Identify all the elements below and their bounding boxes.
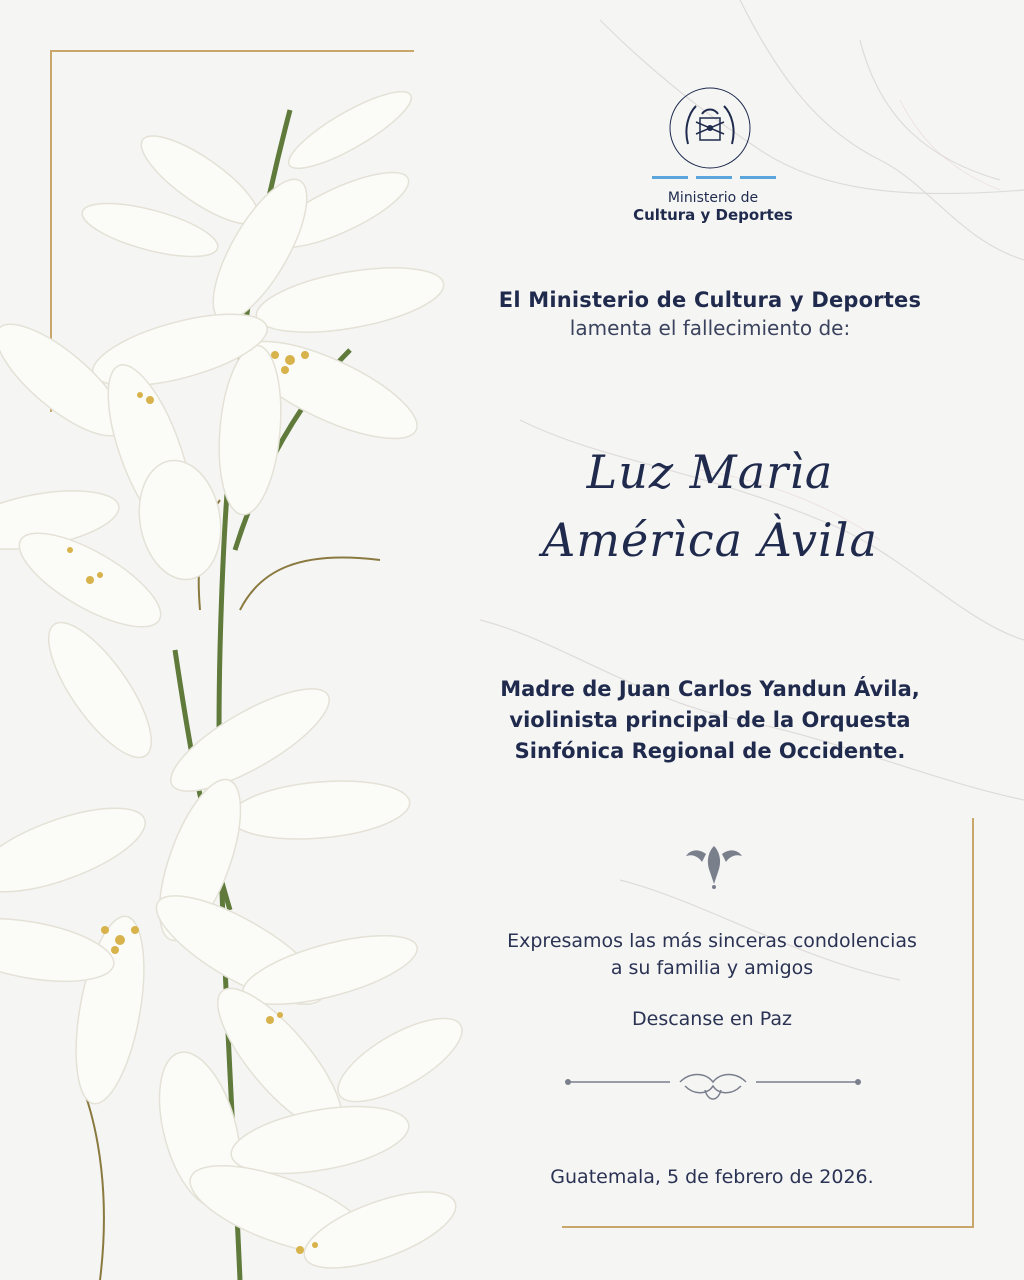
deceased-name-line2: Amérìca Àvila	[542, 513, 878, 567]
ministry-logo-line1: Ministerio de	[667, 190, 759, 206]
maya-ornament-icon	[684, 840, 744, 890]
announcement-heading	[440, 286, 980, 342]
rest-in-peace-text: Descanse en Paz	[632, 1008, 792, 1030]
relation-line1: Madre de Juan Carlos Yandun Ávila,	[500, 677, 920, 701]
deceased-name	[440, 438, 980, 574]
ministry-logo-line2: Cultura y Deportes	[633, 206, 793, 224]
flourish-divider-icon	[560, 1068, 866, 1108]
condolences-line2: a su familia y amigos	[610, 957, 814, 979]
ministry-logo	[610, 190, 816, 224]
relation-line3: Sinfónica Regional de Occidente.	[514, 739, 906, 763]
relation-line2: violinista principal de la Orquesta	[509, 708, 911, 732]
heading-line1: El Ministerio de Cultura y Deportes	[498, 288, 922, 312]
deceased-name-line1: Luz Marìa	[586, 445, 834, 499]
guatemala-seal-icon	[666, 84, 754, 172]
heading-line2: lamenta el fallecimiento de:	[569, 316, 851, 340]
place-and-date: Guatemala, 5 de febrero de 2026.	[550, 1166, 874, 1188]
relation-text	[430, 674, 990, 767]
white-lilies-illustration	[0, 50, 480, 1280]
seal-divider	[652, 176, 776, 179]
condolences-line1: Expresamos las más sinceras condolencias	[507, 930, 917, 952]
condolences-text	[440, 928, 984, 982]
